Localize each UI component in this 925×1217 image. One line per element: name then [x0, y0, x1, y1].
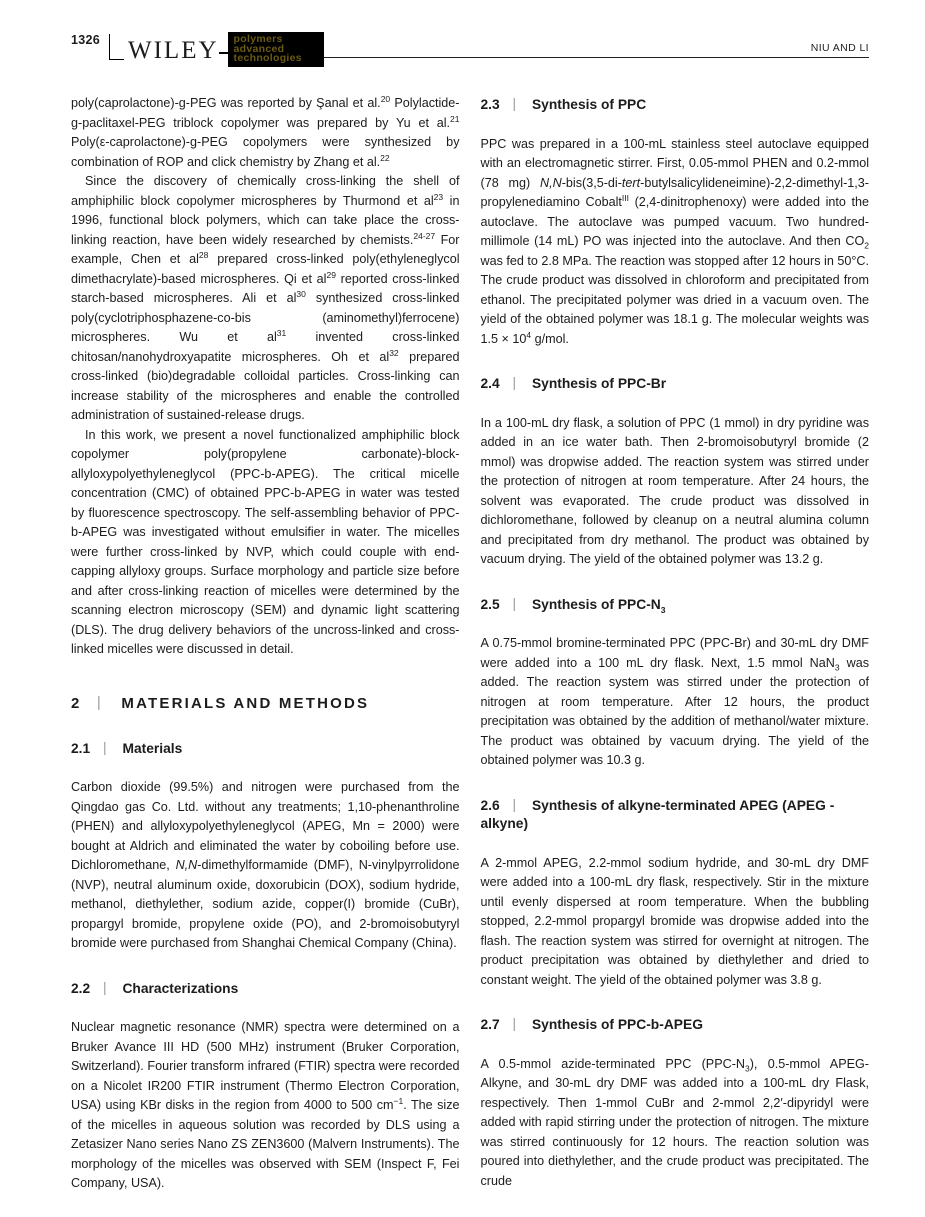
journal-logo-line: polymers: [233, 33, 283, 45]
heading-divider: |: [103, 979, 107, 995]
paragraph-synthesis-ppc: PPC was prepared in a 100-mL stainless steel autoclave equipped with an electromagnetic stirrer. First, 0.05-mmol PHEN and 0.2-mmol (78 mg) N,N-bis(3,5-di-tert-butylsalicylideneimine)-2,2-dimethyl-1,3-propylenediamino Cobalt$^{III}$ (2,4-dinitrophenoxy) were added into the autoclave. The autoclave was pumped vacuum. Two hundred-millimole (14 mL) PO was injected into the autoclave. And then $CO_2$ was fed to 2.8 MPa. The reaction was stopped after 12 hours in 50°C. The crude product was dissolved in chloroform and precipitated from ethanol. The precipitated polymer was dried in a vacuum oven. The yield of the obtained polymer was 18.1 g. The molecular weights was $1.5 \times 10^4$ g/mol.: [480, 136, 869, 346]
section-title: Materials: [122, 740, 183, 756]
paragraph-materials: Carbon dioxide (99.5%) and nitrogen were purchased from the Qingdao gas Co. Ltd. without any treatments; 1,10-phenanthroline (PHEN) and allyloxypolyethyleneglycol (APEG, Mn = 2000) were bought at Aldrich and eliminated the water by coboiling before use. Dichloromethane, N,N-dimethylformamide (DMF), N-vinylpyrrolidone (NVP), neutral aluminum oxide, doxorubicin (DOX), sodium hydride, methanol, diethylether, sodium azide, copper(I) bromide (CuBr), propargyl bromide, propylene oxide (PO), and 2-bromoisobutyryl bromide were purchased from Shanghai Chemical Company (China).: [71, 780, 460, 950]
header-corner-rule: [109, 34, 124, 60]
page-number: 1326: [71, 33, 101, 47]
section-title: Characterizations: [122, 980, 239, 996]
heading-divider: |: [512, 595, 517, 611]
subsection-heading-synthesis-ppc: [481, 96, 870, 115]
section-title: MATERIALS AND METHODS: [121, 694, 370, 712]
paragraph-discovery: Since the discovery of chemically cross-linking the shell of amphiphilic block copolymer microspheres by Thurmond et $al^{23}$ in 1996, functional block polymers, which can take place the cross-linking reaction, have been widely researched by chemists.$^{24-27}$ For example, Chen et $al^{28}$ prepared cross-linked poly(ethyleneglycol dimethacrylate)-based microspheres. Qi et $al^{29}$ reported cross-linked starch-based microspheres. Ali et $al^{30}$ synthesized cross-linked poly(cyclotriphosphazene-co-bis (aminomethyl)ferrocene) microspheres. Wu et $al^{31}$ invented cross-linked chitosan/nanohydroxyapatite microspheres. Oh et $al^{32}$ prepared cross-linked (bio)degradable colloidal particles. Cross-linking can increase stability of the microspheres and enable the controlled administration of sustained-release drugs.: [71, 174, 460, 422]
paragraph-synthesis-ppc-br: In a 100-mL dry flask, a solution of PPC (1 mmol) in dry pyridine was added in an ice water bath. Then 2-bromoisobutyryl bromide (2 mmol) was dropwise added. The reaction system was stirred under the protection of nitrogen at room temperature. After 24 hours, the solvent was evaporated. The crude product was dissolved in dichloromethane, followed by cleanup on a neutral alumina column and precipitated from dry methanol. The product was obtained by vacuum drying. The yield of the obtained polymer was 13.2 g.: [480, 415, 869, 566]
right-column: [481, 94, 870, 1194]
heading-divider: |: [512, 1016, 517, 1031]
heading-divider: |: [96, 693, 104, 711]
paragraph-synthesis-apeg-alkyne: A 2-mmol APEG, 2.2-mmol sodium hydride, and 30-mL dry DMF were added into a 100-mL dry flask, respectively. Stir in the mixture until evenly dispersed at room temperature. When the bubbling stopped, 2.2-mmol propargyl bromide was dropwise added into the flash. The reaction system was stirred for overnight at nitrogen. The product precipitation was obtained by diethylether and dried to constant weight. The yield of the obtained polymer was 3.8 g.: [480, 855, 869, 987]
paragraph-this-work: In this work, we present a novel functionalized amphiphilic block copolymer poly(propylene carbonate)-block-allyloxypolyethyleneglycol (PPC-b-APEG). The critical micelle concentration (CMC) of obtained PPC-b-APEG in water was tested by fluorescence spectroscopy. The self-assembling behavior of PPC-b-APEG was investigated without emulsifier in water. The micelles were further cross-linked by NVP, which could couple with end-capping allyloxy groups. Surface morphology and particle size before and after cross-linking reaction of micelles were determined by the scanning electron microscopy (SEM) and dynamic light scattering (DLS). The drug delivery behaviors of the uncross-linked and cross-linked micelles were discussed in detail.: [71, 427, 460, 656]
left-column: [71, 94, 460, 1194]
section-number: 2.3: [480, 97, 500, 112]
paragraph-synthesis-ppc-n3: A 0.75-mmol bromine-terminated PPC (PPC-Br) and 30-mL dry DMF were added into a 100 mL dry flask. Next, 1.5 mmol NaN$_3$ was added. The reaction system was stirred under the protection of nitrogen at room temperature. After 12 hours, the product precipitation was obtained by the addition of methanol/water mixture. The product was obtained by vacuum drying. The yield of the obtained polymer was 10.3 g.: [480, 636, 869, 767]
heading-divider: |: [512, 375, 517, 390]
subsection-heading-characterizations: [71, 980, 460, 999]
section-number: 2.4: [480, 376, 500, 391]
section-number: 2.6: [480, 797, 500, 813]
section-number: 2: [71, 694, 82, 712]
wiley-wordmark: WILEY: [128, 37, 219, 64]
section-title: Synthesis of PPC-b-APEG: [531, 1017, 703, 1032]
running-head: NIU AND LI: [810, 42, 869, 54]
section-title: Synthesis of PPC: [531, 97, 647, 112]
heading-divider: |: [512, 96, 517, 111]
subsection-heading-synthesis-ppc-b-apeg: [481, 1016, 870, 1035]
journal-logo: [228, 32, 324, 67]
wiley-logo-dash: [219, 52, 228, 54]
header-rule: [324, 30, 869, 58]
two-column-body: [71, 94, 869, 1194]
subsection-heading-synthesis-apeg-alkyne: [481, 797, 870, 834]
section-number: 2.7: [480, 1017, 500, 1032]
section-number: 2.5: [480, 596, 500, 612]
section-heading-materials-and-methods: [71, 693, 460, 714]
subsection-heading-materials: [71, 740, 460, 759]
paragraph-continuation: poly(caprolactone)-g-PEG was reported by Şanal et al.$^{20}$ Polylactide-g-paclitaxel-PEG triblock copolymer was prepared by Yu et al.$^{21}$ Poly(ε-caprolactone)-g-PEG copolymers were synthesized by combination of ROP and click chemistry by Zhang et al.$^{22}$: [71, 93, 460, 169]
subsection-heading-synthesis-ppc-br: [481, 375, 870, 394]
paragraph-synthesis-ppc-b-apeg: A 0.5-mmol azide-terminated PPC $(PPC-N_3)$, 0.5-mmol APEG-Alkyne, and 30-mL dry DMF was added into a 100-mL dry Flask, respectively. Then 1-mmol CuBr and 2-mmol 2,2′-dipyridyl were added with rapid stirring under the protection of nitrogen. The mixture was stirred continuously for 12 hours. The reaction solution was poured into diethylether, and the crude product was precipitated. The crude: [480, 1056, 869, 1188]
section-title: Synthesis of PPC-Br: [531, 376, 667, 391]
heading-divider: |: [103, 739, 107, 755]
subsection-heading-synthesis-ppc-n3: [481, 596, 870, 615]
section-number: 2.1: [71, 740, 91, 756]
journal-logo-line: advanced: [233, 42, 285, 55]
paragraph-characterizations: Nuclear magnetic resonance (NMR) spectra were determined on a Bruker Avance III HD (500 MHz) instrument (Bruker Corporation, Switzerland). Fourier transform infrared (FTIR) spectra were recorded on a Nicolet IR200 FTIR instrument (Thermo Electron Corporation, USA) using KBr disks in the region from 4000 to 500 $cm^{-1}$. The size of the micelles in aqueous solution was recorded by DLS using a Zetasizer Nano series Nano ZS ZEN3600 (Malvern Instruments). The morphology of the micelles was observed with SEM (Inspect F, Fei Company, USA).: [71, 1020, 460, 1190]
journal-logo-line: technologies: [233, 52, 302, 65]
page-header: [71, 30, 869, 76]
heading-divider: |: [512, 796, 517, 812]
section-number: 2.2: [71, 980, 91, 996]
section-title: Synthesis of alkyne-terminated APEG (APEG -alkyne): [480, 797, 835, 831]
section-title: Synthesis of PPC-$N_3$: [531, 596, 666, 615]
